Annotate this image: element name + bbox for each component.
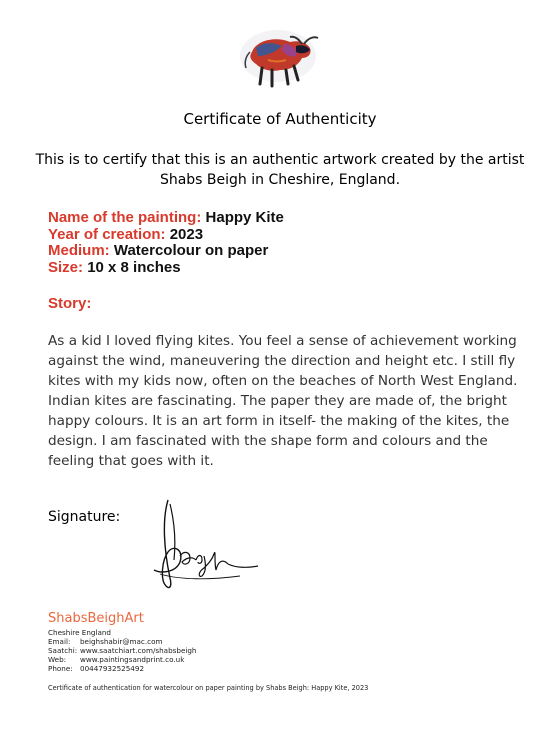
bull-painting-logo [232,22,324,92]
brand-name: ShabsBeighArt [48,611,144,626]
detail-year: Year of creation: 2023 [48,225,204,243]
contact-web-link[interactable]: www.paintingsandprint.co.uk [80,655,185,664]
detail-medium [48,243,518,260]
contact-phone-row [48,664,196,673]
detail-name-label: Name of the painting [48,209,197,226]
intro-line-2: Shabs Beigh in Cheshire, England. [159,172,401,188]
certificate-title: Certificate of Authenticity [183,110,377,128]
signature-label: Signature: [48,509,121,525]
detail-name-value: Happy Kite [205,209,284,226]
detail-medium-label: Medium: [48,242,110,259]
detail-size-label: Size [48,258,79,276]
story-label: Story: [48,295,92,312]
contact-location: Cheshire England [48,628,111,637]
contact-block [48,628,196,673]
contact-saatchi-link[interactable]: www.saatchiart.com/shabsbeigh [80,646,197,655]
contact-saatchi-label: Saatchi: [48,646,78,655]
detail-year-value: 2023 [169,225,204,243]
artwork-details [48,210,518,276]
artist-signature [140,490,300,600]
contact-phone-label: Phone: [48,664,73,673]
contact-saatchi-row [48,646,196,655]
detail-size: Size: 10 x 8 inches [48,258,181,276]
intro-statement [30,150,530,190]
contact-email[interactable]: beighshabir@mac.com [80,637,163,646]
contact-web-row [48,655,196,664]
contact-web-label: Web: [48,655,67,664]
detail-size-value: 10 x 8 inches [87,258,181,276]
contact-email-row [48,637,196,646]
footer-caption: Certificate of authentication for watercolour on paper painting by Shabs Beigh: Happy Kite, 2023 [48,684,369,692]
intro-line-1: This is to certify that this is an authentic artwork created by the artist [35,152,525,168]
story-text: As a kid I loved flying kites. You feel a sense of achievement working against the wind, maneuvering the direction and height etc. I still fly kites with my kids now, often on the beaches of North West England. Indian kites are fascinating. The paper they are made of, the bright happy colours. It is an art form in itself- the making of the kites, the design. I am fascinated with the shape form and colours and the feeling that goes with it. [48,333,518,469]
contact-email-label: Email: [48,637,71,646]
detail-name: Name of the painting: Happy Kite [48,209,284,226]
detail-medium-value: Watercolour on paper [113,242,269,259]
contact-phone: 00447932525492 [80,664,145,673]
detail-year-label: Year of creation [48,225,161,243]
